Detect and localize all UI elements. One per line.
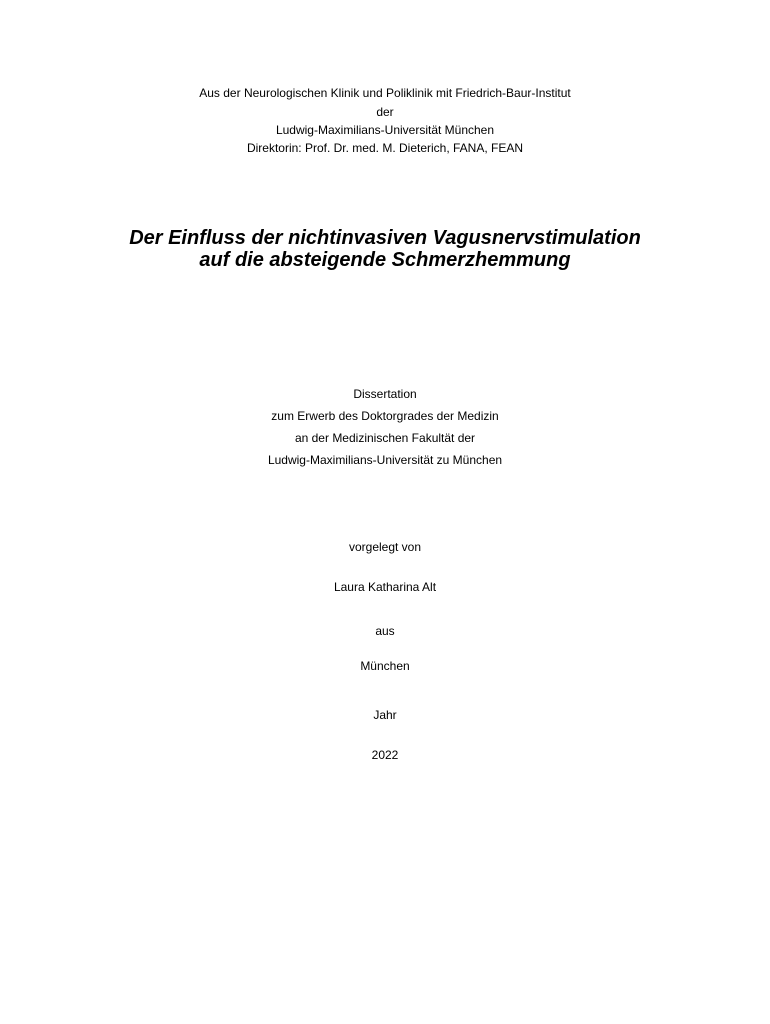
institution-connector: der (376, 105, 394, 119)
origin-label: aus (375, 624, 395, 638)
origin-city: München (360, 659, 410, 673)
thesis-title-line-2: auf die absteigende Schmerzhemmung (199, 249, 571, 271)
year-value: 2022 (371, 748, 399, 762)
degree-purpose: zum Erwerb des Doktorgrades der Medizin (271, 409, 499, 423)
university-line: Ludwig-Maximilians-Universität zu München (267, 453, 503, 467)
author-name: Laura Katharina Alt (333, 580, 437, 594)
university-name: Ludwig-Maximilians-Universität München (275, 123, 495, 137)
director-line: Direktorin: Prof. Dr. med. M. Dieterich, FANA, FEAN (246, 141, 524, 155)
thesis-title-line-1: Der Einfluss der nichtinvasiven Vagusnervstimulation (129, 227, 641, 249)
institution-line: Aus der Neurologischen Klinik und Poliklinik mit Friedrich-Baur-Institut (199, 86, 571, 100)
year-label: Jahr (373, 708, 397, 722)
dissertation-label: Dissertation (353, 387, 417, 401)
faculty-line: an der Medizinischen Fakultät der (294, 431, 476, 445)
submitted-by-label: vorgelegt von (348, 540, 422, 554)
